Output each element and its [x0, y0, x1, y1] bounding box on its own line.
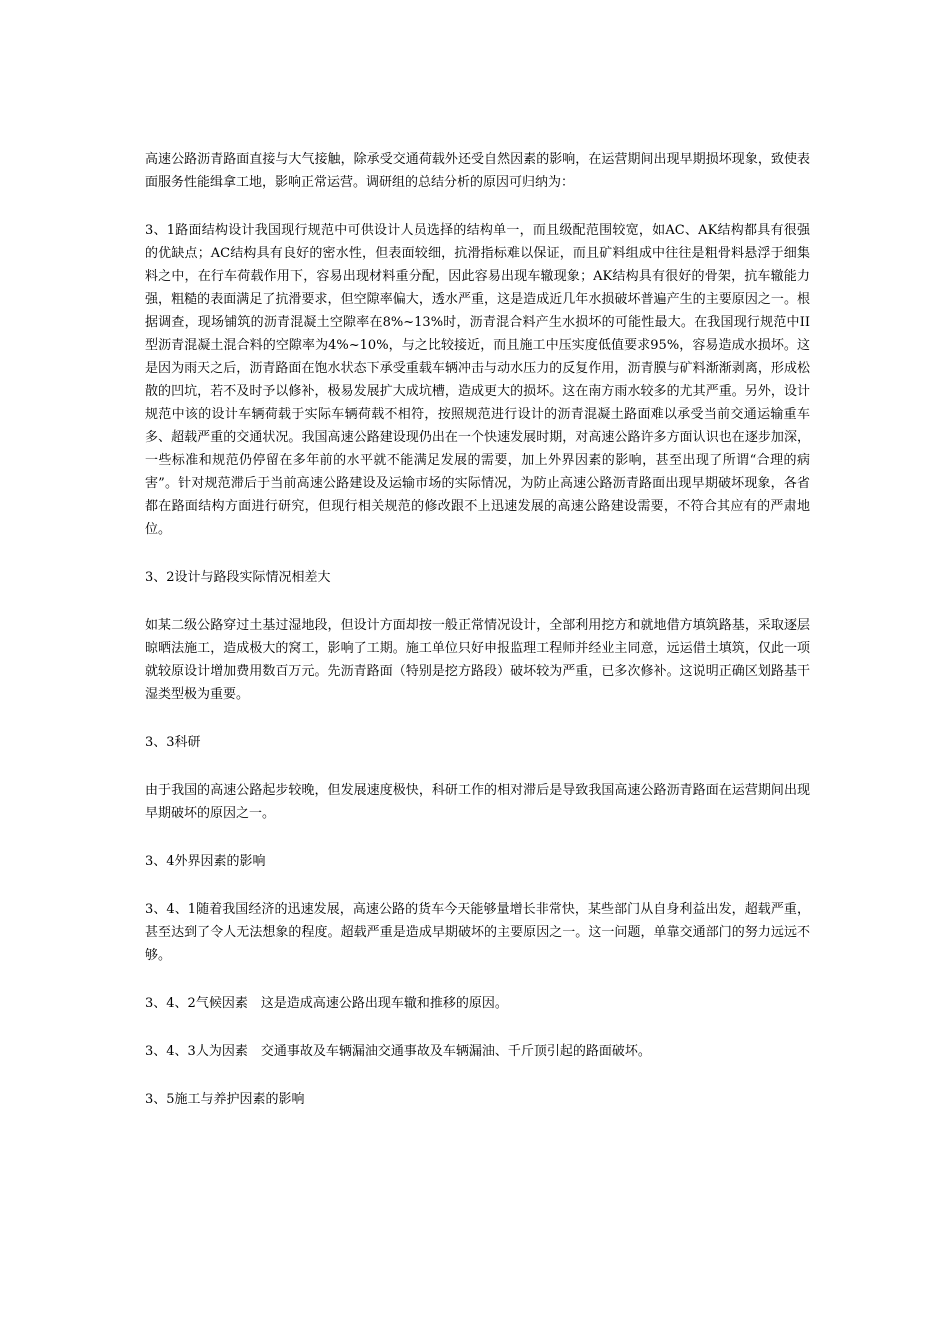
section-3-3-heading: 3、3科研	[145, 735, 201, 750]
section-3-3-paragraph: 由于我国的高速公路起步较晚，但发展速度极快，科研工作的相对滞后是导致我国高速公路沥青路面在运营期间出现早期破坏的原因之一。	[145, 783, 810, 821]
section-3-2-paragraph: 如某二级公路穿过土基过湿地段，但设计方面却按一般正常情况设计，全部利用挖方和就地借方填筑路基，采取逐层晾晒法施工，造成极大的窝工，影响了工期。施工单位只好申报监理工程师并经业主同意，远运借土填筑，仅此一项就较原设计增加费用数百万元。先沥青路面（特别是挖方路段）破坏较为严重，已多次修补。这说明正确区划路基干湿类型极为重要。	[145, 618, 810, 702]
intro-paragraph: 高速公路沥青路面直接与大气接触，除承受交通荷载外还受自然因素的影响，在运营期间出现早期损坏现象，致使表面服务性能缉拿工地，影响正常运营。调研组的总结分析的原因可归纳为：	[145, 152, 810, 190]
section-3-2-heading: 3、2设计与路段实际情况相差大	[145, 570, 331, 585]
section-3-1-paragraph: 3、1路面结构设计我国现行规范中可供设计人员选择的结构单一，而且级配范围较宽，如AC、AK结构都具有很强的优缺点；AC结构具有良好的密水性，但表面较细，抗滑指标难以保证，而且矿料组成中往往是粗骨料悬浮于细集料之中，在行车荷载作用下，容易出现材料重分配，因此容易出现车辙现象；AK结构具有很好的骨架，抗车辙能力强，粗糙的表面满足了抗滑要求，但空隙率偏大，透水严重，这是造成近几年水损破坏普遍产生的主要原因之一。根据调查，现场铺筑的沥青混凝土空隙率在8%~13%时，沥青混合料产生水损坏的可能性最大。在我国现行规范中II型沥青混凝土混合料的空隙率为4%~10%，与之比较接近，而且施工中压实度低值要求95%，容易造成水损坏。这是因为雨天之后，沥青路面在饱水状态下承受重载车辆冲击与动水压力的反复作用，沥青膜与矿料渐渐剥离，形成松散的凹坑，若不及时予以修补，极易发展扩大成坑槽，造成更大的损坏。这在南方雨水较多的尤其严重。另外，设计规范中该的设计车辆荷载于实际车辆荷载不相符，按照规范进行设计的沥青混凝土路面难以承受当前交通运输重车多、超载严重的交通状况。我国高速公路建设现仍出在一个快速发展时期，对高速公路许多方面认识也在逐步加深，一些标准和规范仍停留在多年前的水平就不能满足发展的需要，加上外界因素的影响，甚至出现了所谓“合理的病害”。针对规范滞后于当前高速公路建设及运输市场的实际情况，为防止高速公路沥青路面出现早期破坏现象，各省都在路面结构方面进行研究，但现行相关规范的修改跟不上迅速发展的高速公路建设需要，不符合其应有的严肃地位。	[145, 223, 810, 537]
document-body	[145, 148, 810, 1136]
section-3-4-heading: 3、4外界因素的影响	[145, 854, 266, 869]
section-3-4-3-paragraph: 3、4、3人为因素 交通事故及车辆漏油交通事故及车辆漏油、千斤顶引起的路面破坏。	[145, 1044, 651, 1059]
section-3-5-heading: 3、5施工与养护因素的影响	[145, 1092, 305, 1107]
section-3-4-1-paragraph: 3、4、1随着我国经济的迅速发展，高速公路的货车今天能够量增长非常快，某些部门从自身利益出发，超载严重，甚至达到了令人无法想象的程度。超载严重是造成早期破坏的主要原因之一。这一问题，单靠交通部门的努力远远不够。	[145, 902, 810, 963]
section-3-4-2-paragraph: 3、4、2气候因素 这是造成高速公路出现车辙和推移的原因。	[145, 996, 508, 1011]
